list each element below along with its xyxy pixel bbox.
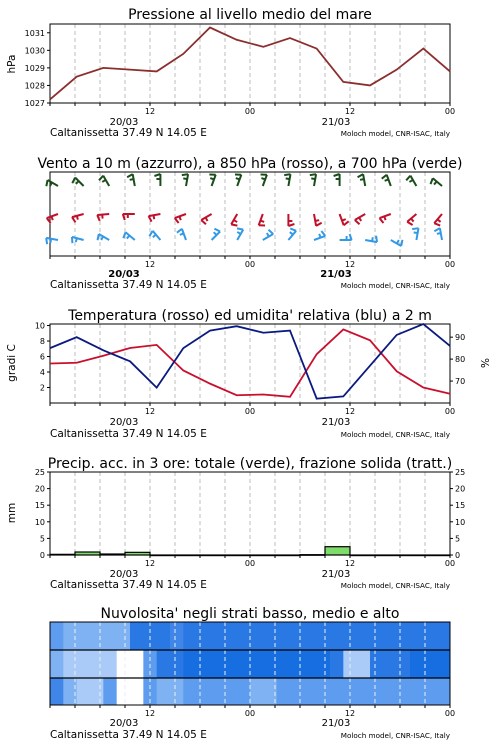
cloud-cell (117, 622, 131, 650)
wind-date-label-1: 20/03 (108, 269, 140, 280)
wind-barb-shaft (212, 232, 220, 240)
y-tick-label: 15 (455, 501, 466, 511)
precipitation-y-ticks (35, 468, 50, 560)
cloud-cell (103, 650, 117, 678)
x-tick-label: 00 (244, 260, 256, 269)
cloud-cell (50, 678, 64, 705)
precipitation-bar (300, 555, 325, 556)
cloud-cell (210, 650, 224, 678)
cloud-cell (250, 678, 264, 705)
wind-panel (37, 156, 462, 291)
wind-barb-flag (360, 179, 364, 180)
cloud-cell (410, 622, 424, 650)
temperature-model-credit: Moloch model, CNR-ISAC, Italy (340, 430, 450, 439)
precipitation-bar (200, 555, 225, 556)
wind-barb-flag (127, 174, 133, 177)
wind-barb-flag (414, 232, 418, 233)
x-tick-label: 00 (244, 107, 256, 116)
precipitation-ylabel: mm (6, 502, 18, 524)
y-tick-label: 1031 (24, 28, 45, 38)
wind-x-ticks (50, 256, 455, 269)
cloud-cell (290, 622, 304, 650)
wind-barb-flag (380, 218, 384, 223)
cloud-cell (290, 650, 304, 678)
wind-barb-flag (316, 223, 322, 226)
pressure-x-ticks (50, 103, 455, 116)
wind-barb-flag (430, 178, 432, 184)
cloud-cell (290, 678, 304, 705)
wind-barb-flag (97, 215, 100, 221)
x-tick-label: 00 (444, 107, 456, 116)
cloud-cell (117, 678, 131, 705)
x-tick-label: 00 (444, 559, 456, 568)
wind-barb-flag (342, 219, 346, 220)
precipitation-bar (350, 555, 375, 556)
temperature-panel (6, 308, 492, 440)
x-tick-label: 12 (144, 407, 156, 416)
x-tick-label: 12 (344, 559, 356, 568)
cloud-cell (330, 678, 344, 705)
cloud-cell (170, 650, 184, 678)
wind-title: Vento a 10 m (azzurro), a 850 hPa (rosso), a 700 hPa (verde) (37, 156, 463, 172)
cloud-cell (170, 622, 184, 650)
cloud-cell (157, 650, 171, 678)
precipitation-y-ticks-right (450, 468, 465, 560)
cloud-cell (77, 622, 91, 650)
wind-barb-flag (355, 220, 360, 224)
wind-barb-flag (206, 218, 208, 221)
cloud-cell (130, 622, 144, 650)
pressure-model-credit: Moloch model, CNR-ISAC, Italy (340, 129, 450, 138)
cloud-cell (370, 650, 384, 678)
temperature-date-label-2: 21/03 (321, 417, 351, 428)
pressure-title: Pressione al livello medio del mare (128, 7, 372, 23)
precipitation-bar (100, 554, 125, 555)
cloud-cell (303, 622, 317, 650)
wind-barb-flag (385, 179, 389, 180)
wind-barb-flag (50, 239, 51, 243)
cloud-cell (157, 678, 171, 705)
x-tick-label: 00 (244, 559, 256, 568)
cloud-cell (317, 678, 331, 705)
wind-barb-flag (359, 218, 361, 221)
precipitation-bar (325, 547, 350, 555)
cloud-cell (183, 622, 197, 650)
precipitation-date-label-1: 20/03 (109, 569, 139, 580)
precipitation-bar (275, 555, 300, 556)
cloud-cell (197, 650, 211, 678)
x-tick-label: 12 (144, 559, 156, 568)
wind-barb-flag (101, 237, 103, 240)
x-tick-label: 12 (144, 709, 156, 718)
humidity-y-ticks (450, 333, 465, 386)
cloud-cell (277, 622, 291, 650)
cloud-cell (210, 678, 224, 705)
x-tick-label: 12 (344, 260, 356, 269)
y-tick-label: 5 (455, 534, 461, 544)
wind-barb-flag (434, 182, 437, 185)
wind-barb-flag (315, 220, 319, 221)
x-tick-label: 12 (144, 107, 156, 116)
wind-barb-flag (127, 236, 130, 239)
cloud-cell (383, 678, 397, 705)
cloud-cell (250, 622, 264, 650)
y-tick-label: 0 (455, 551, 461, 560)
pressure-y-ticks (25, 29, 50, 108)
y-tick-label: 0 (39, 551, 45, 560)
wind-barb-flag (397, 240, 399, 243)
cloud-cell (317, 650, 331, 678)
wind-barb-flag (376, 236, 377, 242)
cloud-cell (90, 678, 104, 705)
cloud-cell (237, 678, 251, 705)
wind-barb-flag (260, 221, 264, 222)
cloud-cell (50, 622, 64, 650)
y-tick-label: 10 (34, 517, 45, 527)
precipitation-bar (75, 552, 100, 555)
y-tick-label: 1027 (24, 99, 45, 108)
y-tick-label: 15 (34, 501, 45, 511)
wind-barb-flag (267, 233, 269, 236)
cloud-cell (357, 622, 371, 650)
wind-location: Caltanissetta 37.49 N 14.05 E (50, 279, 207, 291)
y-tick-label: 2 (39, 383, 45, 393)
y-tick-label: 20 (34, 484, 45, 494)
wind-barb-flag (201, 220, 206, 224)
precipitation-model-credit: Moloch model, CNR-ISAC, Italy (340, 581, 450, 590)
cloud-cell (303, 678, 317, 705)
temperature-ylabel: gradi C (6, 344, 18, 382)
wind-barb-flag (406, 176, 410, 181)
wind-barb-flag (149, 216, 152, 222)
wind-barb-flag (237, 228, 243, 229)
wind-barb-flag (384, 216, 385, 220)
cloud-cell (437, 622, 451, 650)
wind-barb-flag (310, 174, 316, 175)
cloud-cell (303, 650, 317, 678)
cloud-cell (370, 622, 384, 650)
precipitation-bar (375, 555, 400, 556)
precipitation-bar (425, 555, 450, 556)
wind-barb-flag (286, 178, 290, 179)
wind-barb-flag (76, 181, 79, 184)
cloud-cell (197, 622, 211, 650)
temperature-y-ticks (35, 322, 50, 393)
precipitation-bar (125, 552, 150, 555)
y-tick-label: 1028 (24, 81, 45, 91)
cloud-cell (50, 650, 64, 678)
cloud-cell (77, 650, 91, 678)
y-tick-label: 10 (455, 517, 466, 527)
y-tick-label: 5 (39, 534, 45, 544)
cloud-cell (397, 622, 411, 650)
cloud-cell (357, 650, 371, 678)
temperature-title: Temperatura (rosso) ed umidita' relativa (blu) a 2 m (68, 308, 432, 324)
wind-barb-flag (231, 224, 237, 225)
cloud-cell (130, 650, 144, 678)
y-tick-label: 70 (455, 377, 466, 387)
pressure-location: Caltanissetta 37.49 N 14.05 E (50, 127, 207, 139)
wind-barb-flag (179, 216, 180, 220)
wind-barb-flag (434, 223, 440, 225)
precipitation-date-label-2: 21/03 (321, 569, 351, 580)
precipitation-title: Precip. acc. in 3 ore: totale (verde), frazione solida (tratt.) (47, 456, 453, 472)
y-tick-label: 25 (34, 468, 45, 477)
precipitation-bar (150, 555, 175, 556)
wind-barb-flag (284, 174, 290, 175)
wind-barb-flag (46, 238, 47, 244)
wind-barb-flag (154, 215, 155, 219)
wind-barb-flag (311, 178, 315, 179)
precipitation-x-ticks (50, 555, 455, 568)
y-tick-label: 25 (455, 468, 466, 477)
wind-barb-flag (46, 180, 47, 186)
wind-barb-shaft (46, 238, 58, 240)
wind-barb-shaft (314, 174, 316, 186)
y-tick-label: 80 (455, 355, 466, 365)
precipitation-bar (225, 555, 250, 556)
wind-barb-shaft (288, 174, 290, 186)
wind-barb-flag (411, 218, 414, 221)
pressure-date-label-1: 20/03 (109, 117, 139, 128)
cloud-location: Caltanissetta 37.49 N 14.05 E (50, 729, 207, 741)
wind-barb-flag (382, 175, 387, 179)
wind-barb-flag (102, 180, 105, 182)
wind-barb-shaft (48, 180, 58, 186)
wind-barb-flag (437, 233, 441, 234)
cloud-cell (117, 650, 131, 678)
wind-barb-flag (214, 232, 217, 235)
y-tick-label: 1030 (24, 46, 45, 56)
y-tick-label: 6 (39, 352, 45, 362)
cloud-cell (370, 678, 384, 705)
wind-barb-flag (237, 232, 240, 234)
cloud-cell (317, 622, 331, 650)
cloud-cell (250, 650, 264, 678)
y-tick-label: 1029 (24, 63, 45, 73)
cloud-cell (183, 650, 197, 678)
x-tick-label: 00 (444, 260, 456, 269)
wind-barb-flag (401, 240, 402, 246)
wind-barb-flag (236, 178, 240, 179)
x-tick-label: 12 (344, 107, 356, 116)
temperature-location: Caltanissetta 37.49 N 14.05 E (50, 428, 207, 440)
cloud-model-credit: Moloch model, CNR-ISAC, Italy (340, 731, 450, 740)
cloud-cell (183, 678, 197, 705)
pressure-date-label-2: 21/03 (321, 117, 351, 128)
cloud-cell (357, 678, 371, 705)
temperature-date-label-1: 20/03 (109, 417, 139, 428)
wind-barb-flag (183, 178, 187, 179)
cloud-panel (50, 606, 455, 741)
cloud-cell (277, 650, 291, 678)
pressure-grid (75, 24, 425, 103)
cloud-cell (130, 678, 144, 705)
x-tick-label: 00 (244, 709, 256, 718)
cloud-cell (90, 650, 104, 678)
cloud-cell (330, 622, 344, 650)
y-tick-label: 4 (39, 368, 45, 378)
pressure-frame (50, 24, 450, 103)
cloud-cell (237, 622, 251, 650)
wind-barb-flag (268, 230, 273, 234)
wind-barb-flag (214, 229, 220, 232)
temperature-x-ticks (50, 403, 455, 416)
cloud-cell (197, 678, 211, 705)
cloud-date-label-2: 21/03 (321, 718, 351, 729)
precipitation-bar (400, 555, 425, 556)
cloud-x-ticks (50, 705, 455, 718)
cloud-cell (397, 678, 411, 705)
wind-model-credit: Moloch model, CNR-ISAC, Italy (340, 281, 450, 290)
cloud-cell (170, 678, 184, 705)
cloud-cell (157, 622, 171, 650)
wind-barb-flag (177, 229, 182, 233)
wind-barb-flag (372, 237, 373, 241)
cloud-cell (383, 650, 397, 678)
cloud-cell (383, 622, 397, 650)
wind-barb-flag (412, 228, 418, 229)
wind-barb-shaft (416, 228, 418, 240)
cloud-date-label-1: 20/03 (109, 718, 139, 729)
wind-barb-flag (76, 238, 77, 242)
wind-barb-shaft (263, 175, 267, 186)
wind-barb-flag (99, 176, 103, 181)
x-tick-label: 12 (344, 709, 356, 718)
wind-barb-flag (180, 233, 184, 234)
cloud-cell (437, 678, 451, 705)
cloud-cell (277, 678, 291, 705)
wind-barb-flag (434, 228, 440, 231)
x-tick-label: 00 (244, 407, 256, 416)
cloud-title: Nuvolosita' negli strati basso, medio e alto (100, 606, 400, 622)
precipitation-bar (175, 555, 200, 556)
y-tick-label: 90 (455, 333, 466, 343)
wind-barb-flag (234, 220, 237, 222)
cloud-cell (397, 650, 411, 678)
cloud-cell (237, 650, 251, 678)
x-tick-label: 00 (444, 407, 456, 416)
wind-barb-flag (210, 178, 214, 179)
pressure-ylabel: hPa (6, 54, 18, 74)
cloud-cell (437, 650, 451, 678)
precipitation-location: Caltanissetta 37.49 N 14.05 E (50, 579, 207, 591)
wind-barb-flag (409, 180, 412, 182)
wind-barb-flag (98, 234, 99, 240)
wind-barb-flag (438, 219, 441, 222)
precipitation-panel (6, 456, 465, 591)
precipitation-bar (250, 555, 275, 556)
precipitation-grid (75, 472, 425, 555)
wind-barb-flag (290, 232, 293, 235)
cloud-cell (410, 678, 424, 705)
cloud-cell (103, 678, 117, 705)
pressure-panel (6, 7, 455, 139)
wind-barb-flag (358, 174, 364, 177)
cloud-cell (77, 678, 91, 705)
wind-barb-flag (77, 216, 78, 220)
humidity-ylabel: % (480, 358, 492, 368)
cloud-cell (330, 650, 344, 678)
precipitation-bar (50, 554, 75, 555)
wind-barb-shaft (186, 174, 188, 186)
wind-barb-flag (407, 222, 412, 225)
cloud-cell (410, 650, 424, 678)
wind-barb-flag (51, 216, 52, 220)
wind-barb-flag (153, 235, 156, 238)
wind-barb-flag (344, 221, 349, 225)
x-tick-label: 12 (344, 407, 356, 416)
wind-barb-flag (261, 178, 265, 179)
y-tick-label: 8 (39, 337, 45, 347)
x-tick-label: 12 (144, 260, 156, 269)
wind-barbs (46, 174, 442, 246)
wind-date-label-2: 21/03 (320, 269, 352, 280)
x-tick-label: 00 (444, 709, 456, 718)
wind-barb-flag (130, 179, 134, 180)
cloud-cell (210, 622, 224, 650)
y-tick-label: 10 (34, 321, 45, 331)
cloud-cell (90, 622, 104, 650)
y-tick-label: 20 (455, 484, 466, 494)
cloud-cell (103, 622, 117, 650)
wind-barb-flag (182, 174, 188, 175)
wind-barb-shaft (237, 175, 241, 186)
wind-barb-flag (290, 228, 296, 230)
wind-barb-flag (319, 234, 320, 238)
